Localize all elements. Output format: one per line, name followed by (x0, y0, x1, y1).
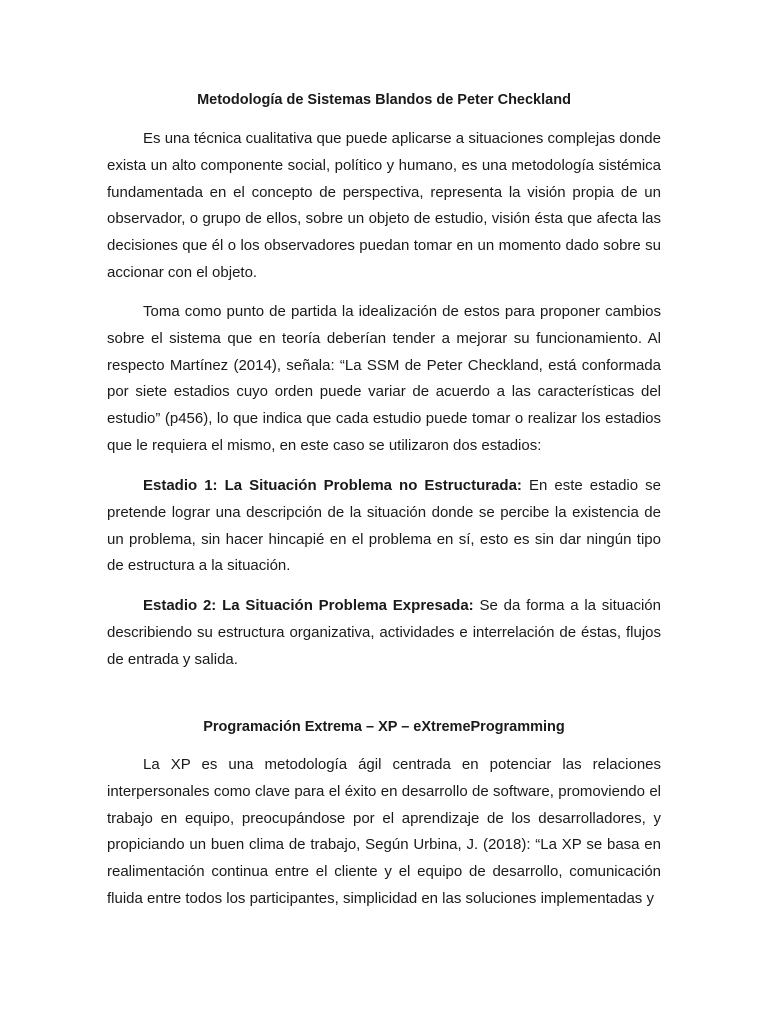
paragraph-stage-2 (107, 593, 661, 673)
paragraph-stage-1 (107, 473, 661, 580)
section-title-ssm: Metodología de Sistemas Blandos de Peter Checkland (197, 92, 571, 108)
paragraph-ssm-starting-point: Toma como punto de partida la idealización de estos para proponer cambios sobre el sistema que en teoría deberían tender a mejorar su funcionamiento. Al respecto Martínez (2014), señala: “La SSM de Peter Checkland, está conformada por siete estadios cuyo orden puede variar de acuerdo a las características del estudio” (p456), lo que indica que cada estudio puede tomar o realizar los estadios que le requiera el mismo, en este caso se utilizaron dos estadios: (107, 303, 661, 454)
stage-1-text: En este estadio se pretende lograr una descripción de la situación donde se percibe la existencia de un problema, sin hacer hincapié en el problema en sí, esto es sin dar ningún tipo de estructura a la situación. (107, 477, 661, 575)
paragraph-xp-intro: La XP es una metodología ágil centrada en potenciar las relaciones interpersonales como clave para el éxito en desarrollo de software, promoviendo el trabajo en equipo, preocupándose por el aprendizaje de los desarrolladores, y propiciando un buen clima de trabajo, Según Urbina, J. (2018): “La XP se basa en realimentación continua entre el cliente y el equipo de desarrollo, comunicación fluida entre todos los participantes, simplicidad en las soluciones implementadas y (107, 756, 661, 907)
stage-2-text: Se da forma a la situación describiendo su estructura organizativa, actividades e interrelación de éstas, flujos de entrada y salida. (107, 597, 661, 668)
paragraph-ssm-intro: Es una técnica cualitativa que puede aplicarse a situaciones complejas donde exista un alto componente social, político y humano, es una metodología sistémica fundamentada en el concepto de perspectiva, representa la visión propia de un observador, o grupo de ellos, sobre un objeto de estudio, visión ésta que afecta las decisiones que él o los observadores puedan tomar en un momento dado sobre su accionar con el objeto. (107, 130, 661, 281)
stage-2-heading: Estadio 2: La Situación Problema Expresada: (143, 597, 474, 614)
stage-1-heading: Estadio 1: La Situación Problema no Estructurada: (143, 477, 522, 494)
section-title-xp: Programación Extrema – XP – eXtremeProgramming (203, 719, 565, 735)
